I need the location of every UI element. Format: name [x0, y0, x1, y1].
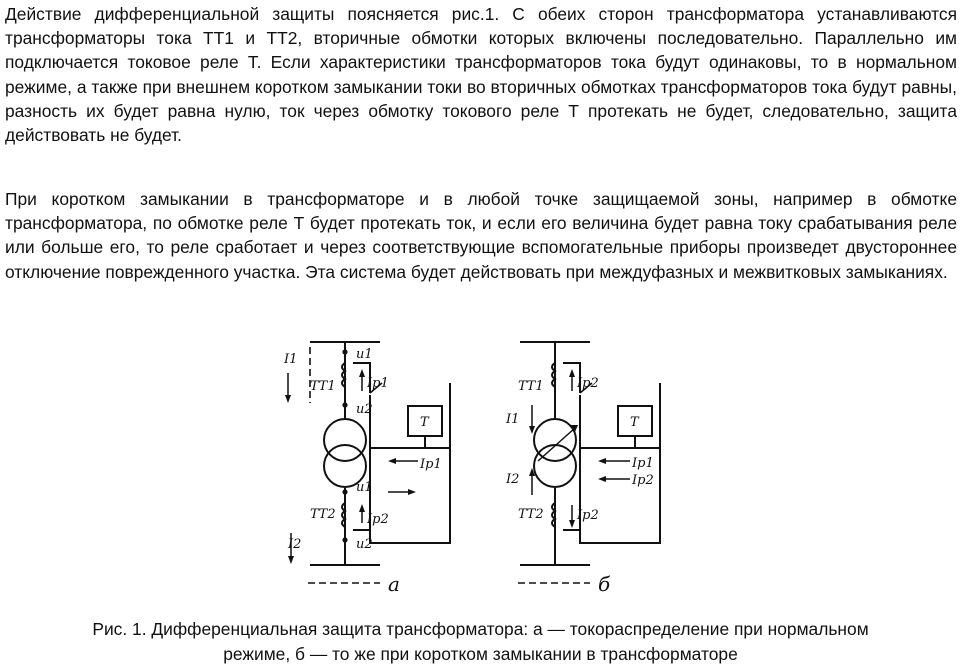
panel-b-ct-top: ТТ1 — [518, 379, 544, 394]
panel-b-sec-current-top: Iр2 — [577, 376, 599, 391]
figure-differential-protection — [270, 333, 690, 613]
panel-b-current-out: I2 — [506, 472, 520, 487]
panel-a-terminal-top-in: u1 — [356, 347, 373, 362]
panel-b-label: б — [598, 572, 611, 596]
panel-b-sec-current-bottom: Iр2 — [577, 508, 599, 523]
panel-a-terminal-top-out: u2 — [356, 402, 373, 417]
panel-b-ct-bottom: ТТ2 — [518, 507, 544, 522]
panel-a-current-out: I2 — [288, 537, 302, 552]
panel-a-current-in: I1 — [284, 352, 298, 367]
panel-a-terminal-bottom-in: u1 — [356, 480, 373, 495]
panel-a-label: а — [388, 572, 400, 596]
panel-b-current-in: I1 — [506, 412, 520, 427]
circuit-diagram — [270, 333, 690, 613]
panel-a-loop-current: Iр1 — [420, 457, 442, 472]
panel-a-sec-current-bottom: Iр2 — [367, 512, 389, 527]
panel-b-relay-current-2: Iр2 — [632, 473, 654, 488]
caption-line-2: режиме, б — то же при коротком замыкании в трансформаторе — [223, 643, 738, 664]
figure-caption — [0, 617, 961, 666]
panel-a-relay: Т — [420, 415, 429, 430]
caption-line-1: Рис. 1. Дифференциальная защита трансформатора: а — токораспределение при нормальном — [92, 619, 869, 639]
panel-a-sec-current-top: Iр1 — [367, 376, 389, 391]
paragraph-short-circuit: При коротком замыкании в трансформаторе и в любой точке защищаемой зоны, например в обмотке трансформатора, по обмотке реле Т будет протекать ток, и если его величина будет равна току срабатывания реле или больше его, то реле сработает и через соответствующие вспомогательные приборы произведет двустороннее отключение поврежденного участка. Эта система будет действовать при междуфазных и межвитковых замыканиях. — [5, 189, 957, 282]
panel-a-ct-bottom: ТТ2 — [310, 507, 336, 522]
panel-a-ct-top: ТТ1 — [310, 379, 336, 394]
paragraph-intro: Действие дифференциальной защиты поясняется рис.1. С обеих сторон трансформатора устанавливаются трансформаторы тока ТТ1 и ТТ2, вторичные обмотки которых включены последовательно. Параллельно им подключается токовое реле Т. Если характеристики трансформаторов тока будут одинаковы, то в нормальном режиме, а также при внешнем коротком замыкании токи во вторичных обмотках трансформаторов тока будут равны, разность их будет равна нулю, ток через обмотку токового реле Т протекать не будет, следовательно, защита действовать не будет. — [5, 4, 957, 146]
panel-b-relay: Т — [630, 415, 639, 430]
panel-a-terminal-bottom-out: u2 — [356, 537, 373, 552]
panel-b-relay-current-1: Iр1 — [632, 456, 654, 471]
